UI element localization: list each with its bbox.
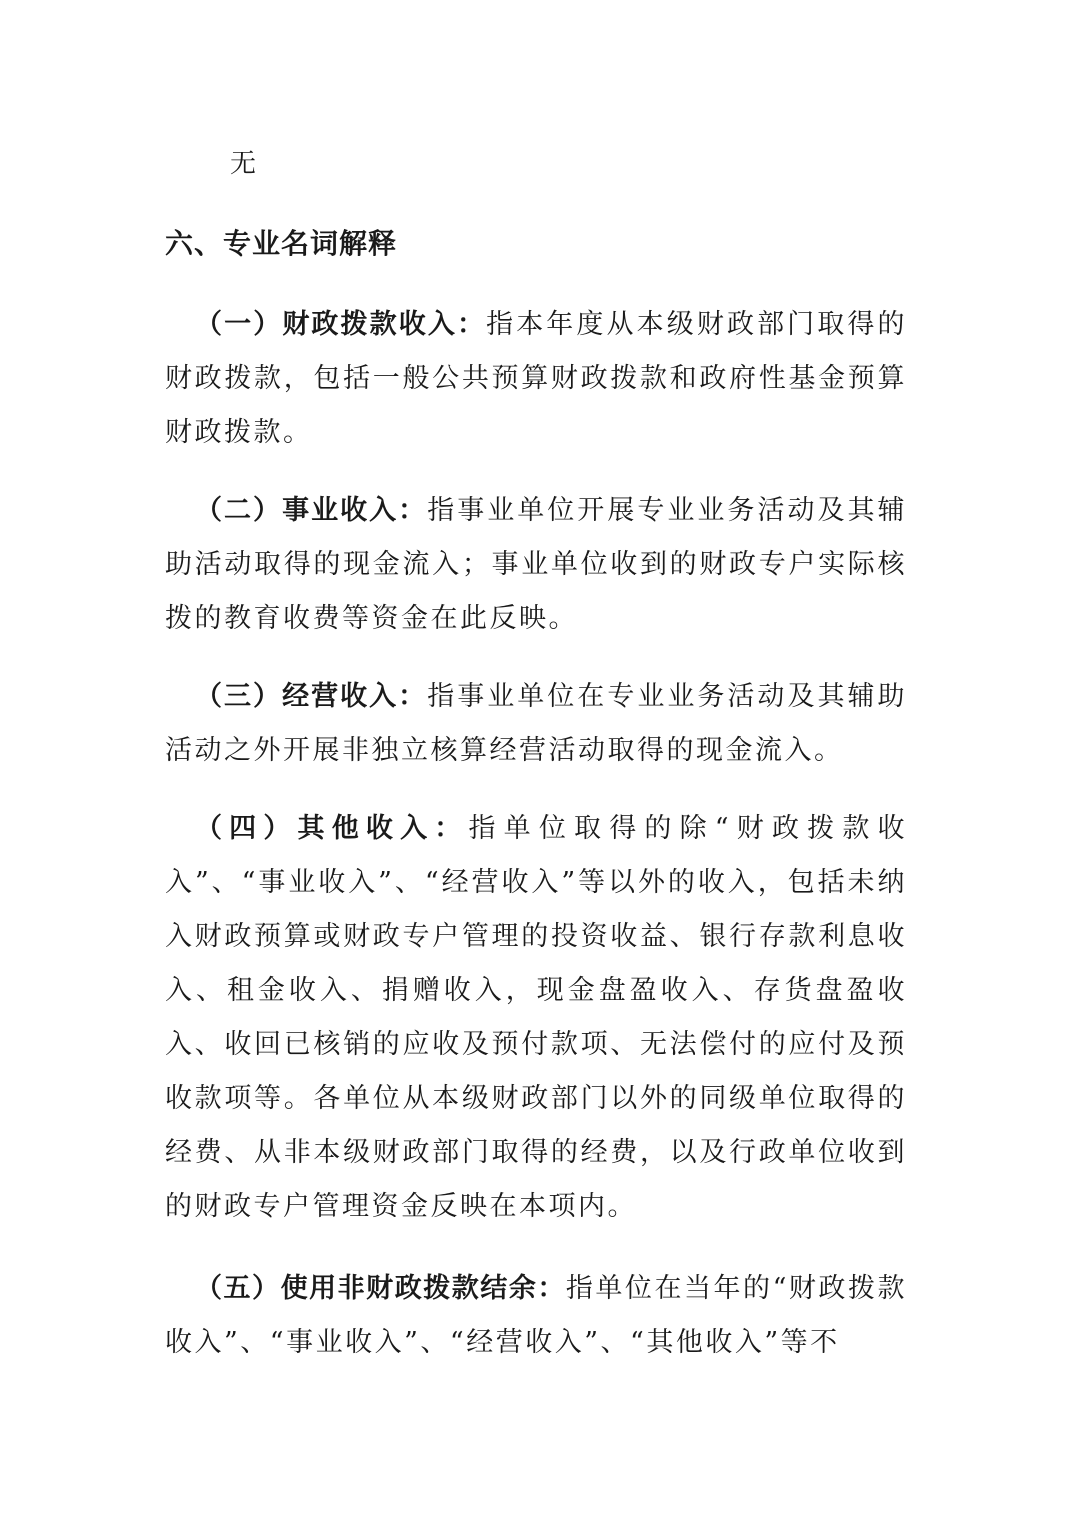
- term-label: （五）使用非财政拨款结余：: [195, 1273, 566, 1304]
- term-label: （四）其他收入：: [195, 813, 469, 844]
- term-definition: 指单位取得的除“财政拨款收入”、“事业收入”、“经营收入”等以外的收入，包括未纳入财政预算或财政专户管理的投资收益、银行存款利息收入、租金收入、捐赠收入，现金盘盈收入、存货盘盈收入、收回已核销的应收及预付款项、无法偿付的应付及预收款项等。各单位从本级财政部门以外的同级单位取得的经费、从非本级财政部门取得的经费，以及行政单位收到的财政专户管理资金反映在本项内。: [165, 813, 907, 1222]
- term-label: （一）财政拨款收入：: [195, 309, 487, 340]
- term-definition: 指事业单位开展专业业务活动及其辅助活动取得的现金流入；事业单位收到的财政专户实际核拨的教育收费等资金在此反映。: [165, 495, 908, 634]
- term-paragraph-non-fiscal-balance: [165, 1262, 907, 1370]
- term-definition: 指事业单位在专业业务活动及其辅助活动之外开展非独立核算经营活动取得的现金流入。: [165, 681, 908, 766]
- section-heading: 六、专业名词解释: [165, 227, 398, 260]
- term-label: （二）事业收入：: [195, 495, 428, 526]
- term-definition: 指本年度从本级财政部门取得的财政拨款，包括一般公共预算财政拨款和政府性基金预算财政拨款。: [165, 309, 908, 448]
- term-paragraph-fiscal-appropriation: [165, 298, 907, 460]
- none-text: 无: [230, 149, 257, 179]
- term-paragraph-operating-income: [165, 670, 907, 778]
- term-definition: 指单位在当年的“财政拨款收入”、“事业收入”、“经营收入”、“其他收入”等不: [165, 1273, 907, 1358]
- term-label: （三）经营收入：: [195, 681, 428, 712]
- term-paragraph-business-income: [165, 484, 907, 646]
- term-paragraph-other-income: [165, 802, 907, 1234]
